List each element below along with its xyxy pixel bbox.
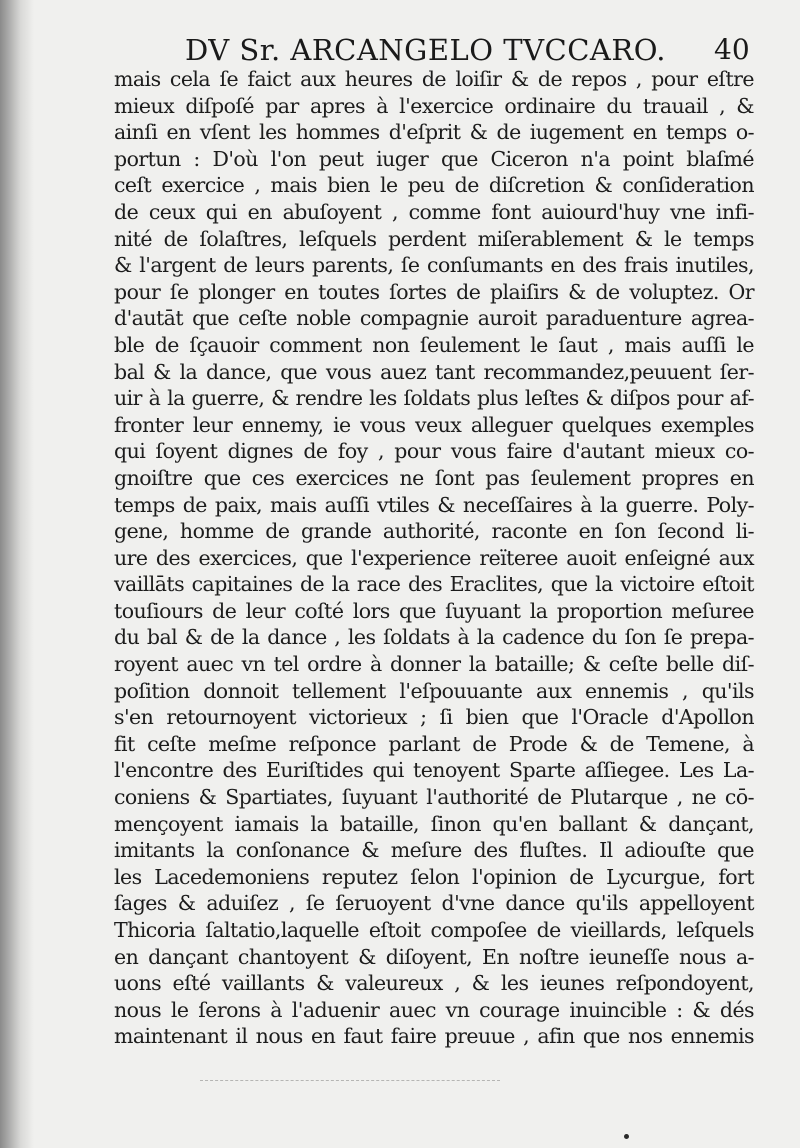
text-line: ceſt exercice , mais bien le peu de diſcretion & conſideration	[114, 173, 754, 198]
running-title: DV Sr. ARCANGELO TVCCARO.	[185, 33, 666, 67]
text-line: maintenant il nous en faut faire preuue , afin que nos ennemis	[114, 1024, 754, 1049]
text-line: bal & la dance, que vous auez tant recommandez,peuuent ſer-	[114, 359, 754, 384]
text-line: gnoiſtre que ces exercices ne ſont pas ſeulement propres en	[114, 465, 754, 490]
text-line: s'en retournoyent victorieux ; ſi bien que l'Oracle d'Apollon	[114, 705, 754, 730]
body-text	[114, 66, 754, 1050]
text-line: uir à la guerre, & rendre les ſoldats plus leſtes & diſpos pour af-	[114, 386, 754, 411]
text-line: vaillāts capitaines de la race des Eraclites, que la victoire eſtoit	[114, 572, 754, 597]
text-line: fronter leur ennemy, ie vous veux alleguer quelques exemples	[114, 412, 754, 437]
text-line: poſition donnoit tellement l'eſpouuante aux ennemis , qu'ils	[114, 678, 754, 703]
text-line: gene, homme de grande authorité, raconte en ſon ſecond li-	[114, 519, 754, 544]
text-line: temps de paix, mais auſſi vtiles & neceſſaires à la guerre. Poly-	[114, 492, 754, 517]
text-line: coniens & Spartiates, ſuyuant l'authorité de Plutarque , ne cō-	[114, 785, 754, 810]
bottom-faint-rule	[200, 1080, 500, 1081]
text-line: nous le ſerons à l'aduenir auec vn courage inuincible : & dés	[114, 997, 754, 1022]
page-number: 40	[714, 33, 750, 66]
text-line: ble de ſçauoir comment non ſeulement le ſaut , mais auſſi le	[114, 332, 754, 357]
binding-shadow	[0, 0, 34, 1148]
text-line: imitants la conſonance & meſure des fluſtes. Il adiouſte que	[114, 838, 754, 863]
text-line: en dançant chantoyent & diſoyent, En noſtre ieuneſſe nous a-	[114, 944, 754, 969]
text-line: l'encontre des Euriſtides qui tenoyent Sparte aſſiegee. Les La-	[114, 758, 754, 783]
text-line: mais cela ſe faict aux heures de loiſir & de repos , pour eſtre	[114, 67, 754, 91]
text-line: fit ceſte meſme reſponce parlant de Prode & de Temene, à	[114, 731, 754, 756]
text-line: pour ſe plonger en toutes ſortes de plaiſirs & de voluptez. Or	[114, 279, 754, 304]
text-line: ainſi en vſent les hommes d'eſprit & de iugement en temps o-	[114, 120, 754, 145]
text-line: mieux diſpoſé par apres à l'exercice ordinaire du trauail , &	[114, 93, 754, 118]
text-line: ſages & aduiſez , ſe ſeruoyent d'vne dance qu'ils appelloyent	[114, 891, 754, 916]
text-line: uons eſté vaillants & valeureux , & les ieunes reſpondoyent,	[114, 971, 754, 996]
text-line: d'autāt que ceſte noble compagnie auroit paraduenture agrea-	[114, 306, 754, 331]
text-line: nité de ſolaſtres, leſquels perdent miſerablement & le temps	[114, 226, 754, 251]
text-line: portun : D'où l'on peut iuger que Ciceron n'a point blaſmé	[114, 146, 754, 171]
text-line: & l'argent de leurs parents, ſe conſumants en des frais inutiles,	[114, 253, 754, 278]
text-line: qui ſoyent dignes de foy , pour vous faire d'autant mieux co-	[114, 439, 754, 464]
text-line: de ceux qui en abuſoyent , comme font auiourd'huy vne infi-	[114, 199, 754, 224]
text-line: les Lacedemoniens reputez ſelon l'opinion de Lycurgue, fort	[114, 864, 754, 889]
text-line: royent auec vn tel ordre à donner la bataille; & ceſte belle diſ-	[114, 652, 754, 677]
text-line: touſiours de leur coſté lors que ſuyuant la proportion meſuree	[114, 598, 754, 623]
ink-speck	[624, 1134, 629, 1139]
text-line: du bal & de la dance , les ſoldats à la cadence du ſon ſe prepa-	[114, 625, 754, 650]
text-line: mençoyent iamais la bataille, ſinon qu'en ballant & dançant,	[114, 811, 754, 836]
text-line: ure des exercices, que l'experience reïteree auoit enſeigné aux	[114, 545, 754, 570]
text-line: Thicoria ſaltatio,laquelle eſtoit compoſee de vieillards, leſquels	[114, 918, 754, 942]
